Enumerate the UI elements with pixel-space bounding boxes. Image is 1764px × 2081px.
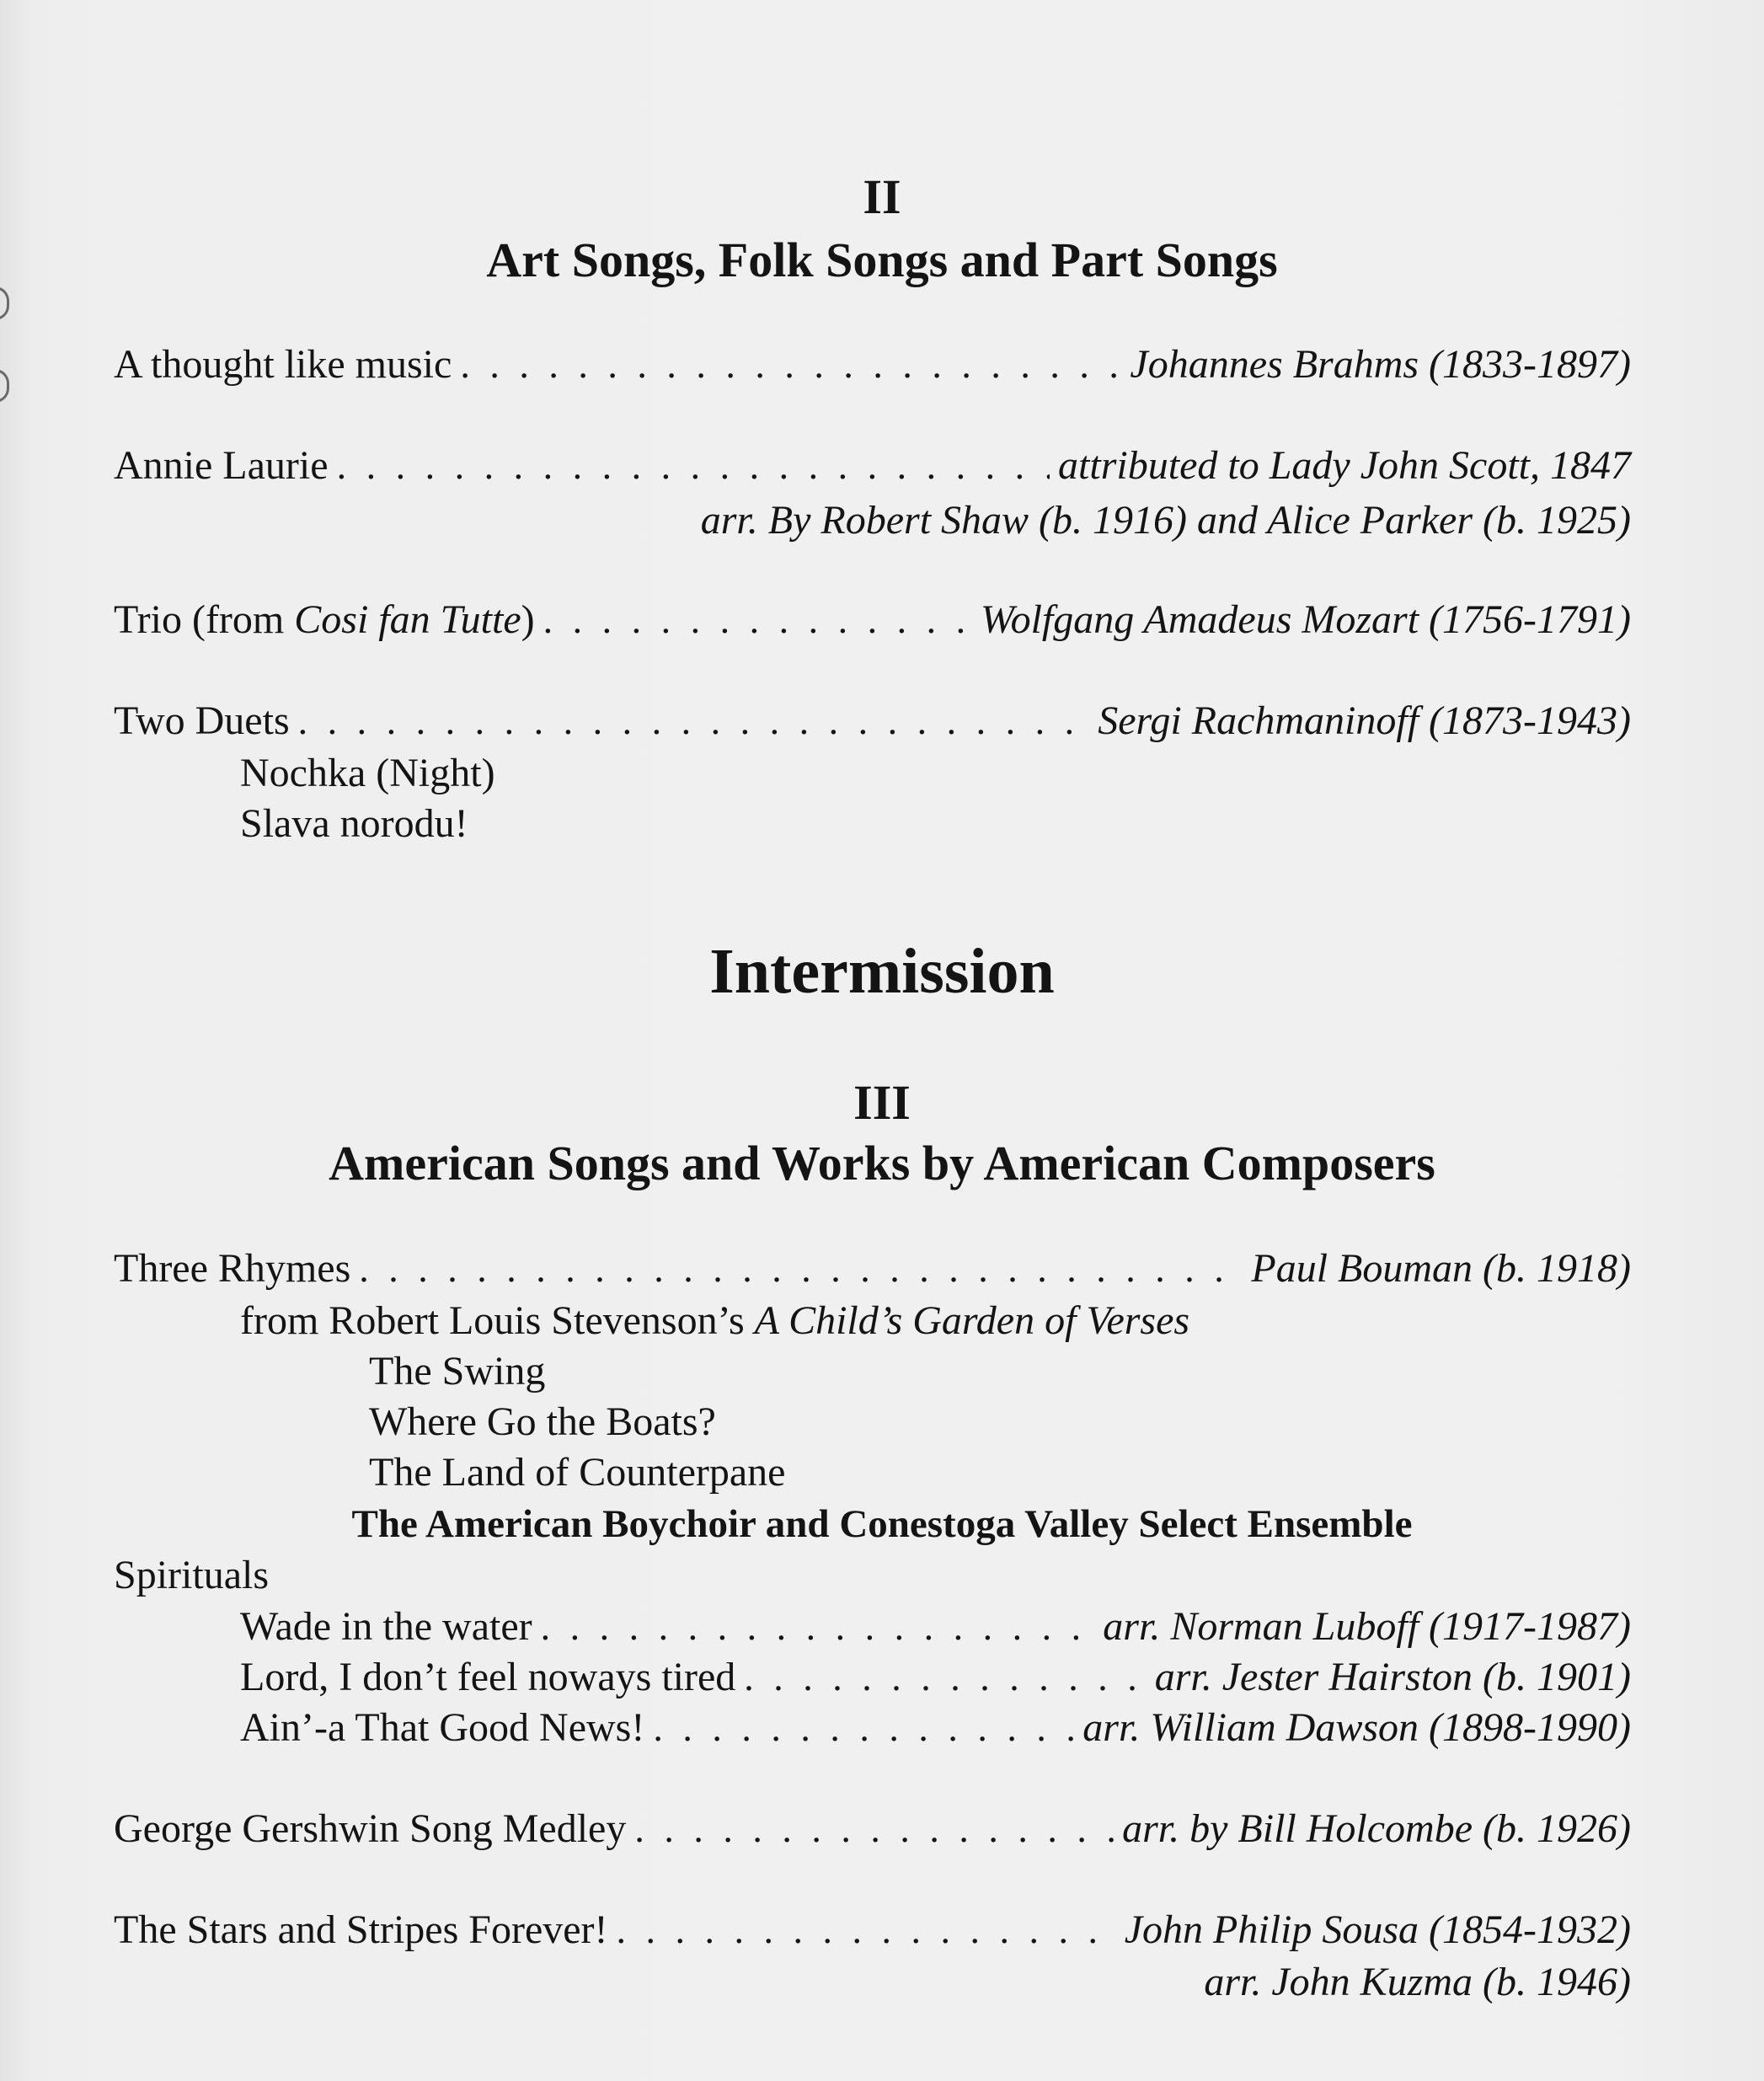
dot-leader bbox=[744, 1655, 1146, 1699]
composer: attributed to Lady John Scott, 1847 bbox=[1058, 443, 1631, 488]
section-numeral: II bbox=[863, 169, 901, 224]
sub-piece: Slava norodu! bbox=[240, 801, 468, 846]
dot-leader bbox=[634, 1806, 1114, 1851]
section-title: American Songs and Works by American Composers bbox=[329, 1136, 1435, 1190]
composer: Sergi Rachmaninoff (1873-1943) bbox=[1098, 698, 1631, 743]
section-numeral: III bbox=[853, 1075, 911, 1130]
program-entry bbox=[114, 1907, 1631, 1953]
program-entry bbox=[240, 1603, 1631, 1650]
piece-title: Lord, I don’t feel noways tired bbox=[240, 1655, 736, 1699]
intermission-heading: Intermission bbox=[709, 936, 1055, 1007]
composer: arr. William Dawson (1898-1990) bbox=[1082, 1705, 1631, 1750]
dot-leader bbox=[460, 342, 1121, 387]
dot-leader bbox=[653, 1705, 1074, 1750]
composer: Johannes Brahms (1833-1897) bbox=[1130, 342, 1631, 387]
piece-title: Ain’-a That Good News! bbox=[240, 1705, 645, 1750]
performers: The American Boychoir and Conestoga Valley Select Ensemble bbox=[351, 1502, 1413, 1546]
binding-ring bbox=[0, 369, 9, 403]
composer: John Philip Sousa (1854-1932) bbox=[1124, 1907, 1631, 1952]
program-entry bbox=[114, 1805, 1631, 1852]
program-entry bbox=[240, 1704, 1631, 1751]
program-entry bbox=[240, 1654, 1631, 1700]
dot-leader bbox=[359, 1246, 1243, 1291]
sub-piece: Nochka (Night) bbox=[240, 751, 495, 795]
arranger: arr. John Kuzma (b. 1946) bbox=[1204, 1960, 1631, 2004]
dot-leader bbox=[543, 597, 972, 642]
work-title: A Child’s Garden of Verses bbox=[754, 1298, 1190, 1343]
program-entry bbox=[114, 1245, 1631, 1292]
source-note: from Robert Louis Stevenson’s A Child’s Garden of Verses bbox=[240, 1298, 1190, 1343]
piece-title: The Stars and Stripes Forever! bbox=[114, 1907, 608, 1952]
group-label: Spirituals bbox=[114, 1553, 270, 1597]
program-entry bbox=[114, 596, 1631, 643]
sub-piece: Where Go the Boats? bbox=[369, 1399, 716, 1444]
composer: arr. by Bill Holcombe (b. 1926) bbox=[1122, 1806, 1631, 1851]
work-title: Cosi fan Tutte bbox=[294, 597, 521, 642]
composer: arr. Jester Hairston (b. 1901) bbox=[1154, 1655, 1631, 1699]
section-title: Art Songs, Folk Songs and Part Songs bbox=[486, 233, 1278, 287]
piece-title: George Gershwin Song Medley bbox=[114, 1806, 627, 1851]
piece-title: Two Duets bbox=[114, 698, 290, 743]
dot-leader bbox=[337, 443, 1050, 488]
dot-leader bbox=[617, 1907, 1116, 1952]
dot-leader bbox=[298, 698, 1090, 743]
piece-title: Trio (from Cosi fan Tutte) bbox=[114, 597, 535, 642]
composer: Paul Bouman (b. 1918) bbox=[1251, 1246, 1631, 1291]
piece-title: Annie Laurie bbox=[114, 443, 329, 488]
program-entry bbox=[114, 698, 1631, 744]
composer: Wolfgang Amadeus Mozart (1756-1791) bbox=[981, 597, 1631, 642]
dot-leader bbox=[541, 1604, 1095, 1649]
sub-piece: The Swing bbox=[369, 1349, 546, 1394]
piece-title: A thought like music bbox=[114, 342, 452, 387]
program-entry bbox=[114, 341, 1631, 388]
piece-title: Wade in the water bbox=[240, 1604, 532, 1649]
piece-title: Three Rhymes bbox=[114, 1246, 351, 1291]
composer: arr. Norman Luboff (1917-1987) bbox=[1103, 1604, 1631, 1649]
program-entry bbox=[114, 442, 1631, 489]
arranger: arr. By Robert Shaw (b. 1916) and Alice Parker (b. 1925) bbox=[700, 498, 1631, 543]
binding-ring bbox=[0, 286, 9, 320]
sub-piece: The Land of Counterpane bbox=[369, 1450, 786, 1495]
